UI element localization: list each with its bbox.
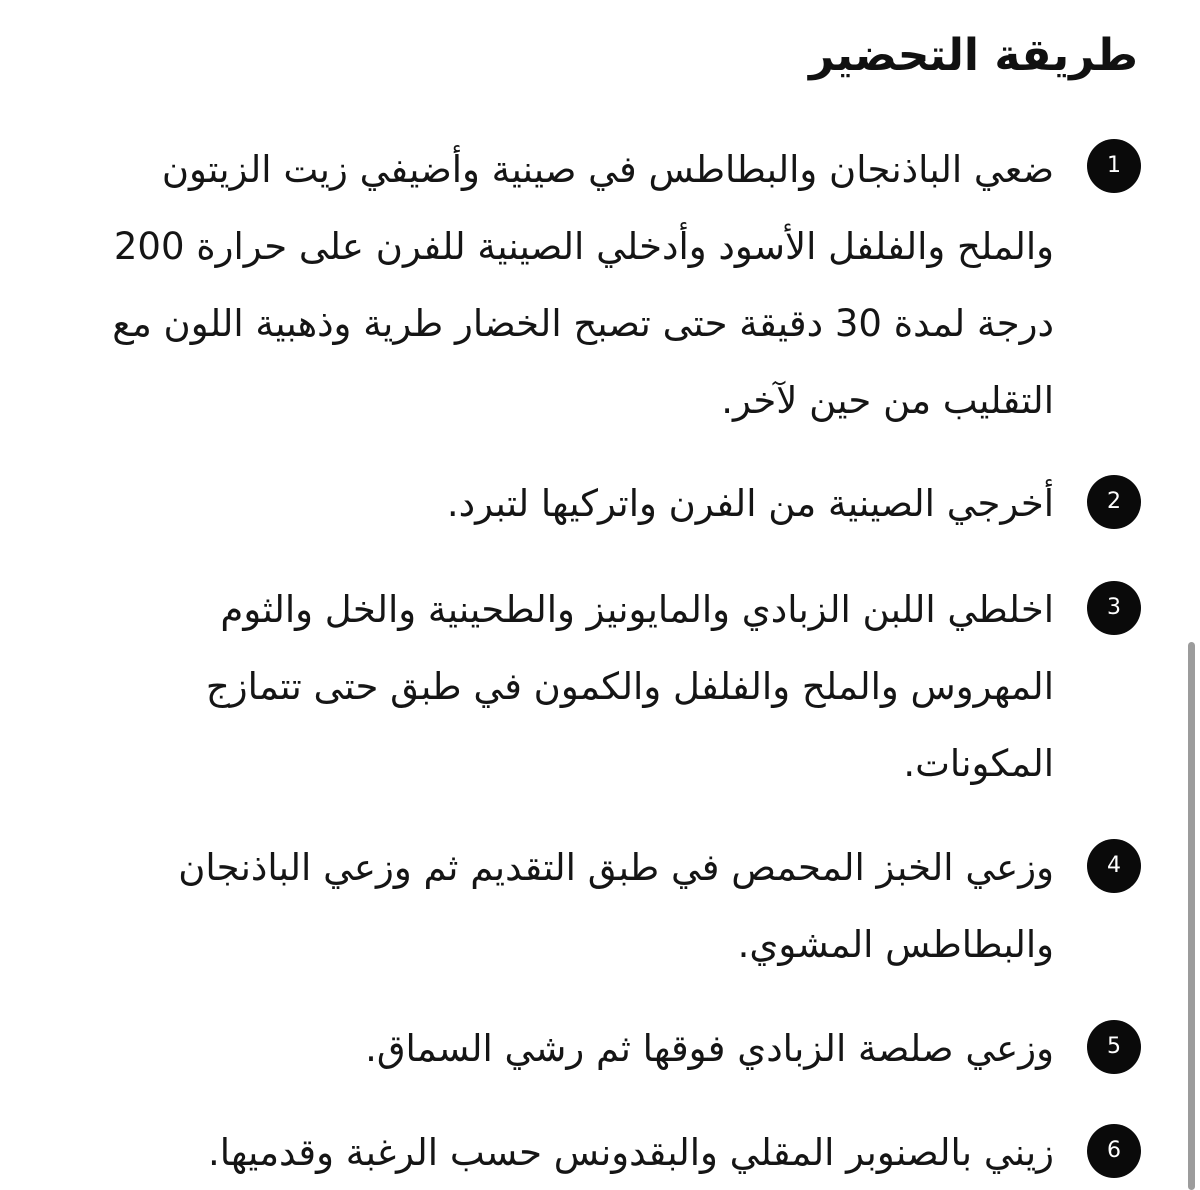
step-text: وزعي الخبز المحمص في طبق التقديم ثم وزعي الباذنجان والبطاطس المشوي.: [178, 846, 1054, 966]
step-number-badge: 1: [1087, 139, 1141, 193]
step-text: ضعي الباذنجان والبطاطس في صينية وأضيفي زيت الزيتون والملح والفلفل الأسود وأدخلي الصينية للفرن على حرارة 200 درجة لمدة 30 دقيقة حتى تصبح الخضار طرية وذهبية اللون مع التقليب من حين لآخر.: [112, 148, 1054, 422]
section-title: طريقة التحضير: [809, 30, 1138, 81]
step-number-badge: 5: [1087, 1020, 1141, 1074]
vertical-scrollbar[interactable]: [1188, 642, 1195, 1190]
step-number-badge: 3: [1087, 581, 1141, 635]
step-text: اخلطي اللبن الزبادي والمايونيز والطحينية والخل والثوم المهروس والملح والفلفل والكمون في طبق حتى تتمازج المكونات.: [205, 588, 1054, 785]
step-text: زيني بالصنوبر المقلي والبقدونس حسب الرغبة وقدميها.: [207, 1131, 1054, 1174]
step-number-badge: 2: [1087, 475, 1141, 529]
step-number-badge: 6: [1087, 1124, 1141, 1178]
step-number-badge: 4: [1087, 839, 1141, 893]
step-text: أخرجي الصينية من الفرن واتركيها لتبرد.: [446, 482, 1054, 525]
step-text: وزعي صلصة الزبادي فوقها ثم رشي السماق.: [365, 1027, 1054, 1070]
